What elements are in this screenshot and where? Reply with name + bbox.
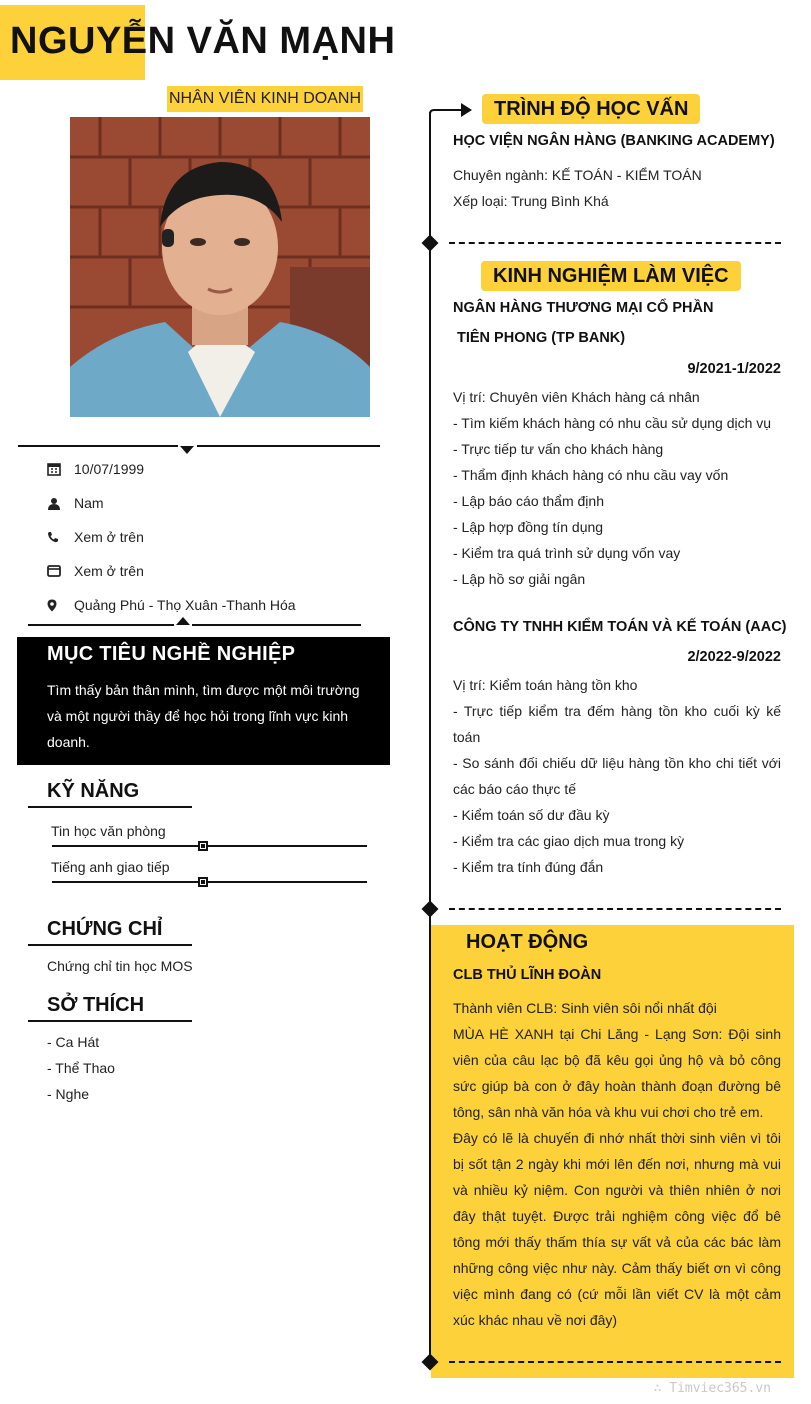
gender-value: Nam — [74, 495, 104, 511]
person-icon — [47, 497, 74, 510]
job-task: - Tìm kiếm khách hàng có nhu cầu sử dụng dịch vụ — [453, 415, 772, 431]
job-position: Vị trí: Chuyên viên Khách hàng cá nhân — [453, 389, 700, 405]
triangle-up-icon — [176, 617, 190, 625]
activity-description: MÙA HÈ XANH tại Chi Lăng - Lạng Sơn: Đội sinh viên của câu lạc bộ đã kêu gọi ủng hộ và bỏ công sức giúp bà con ở đây hoàn thành đoạn đường bê tông, sân nhà văn hóa và khu vui chơi cho trẻ em. — [453, 1026, 781, 1120]
skills-underline — [28, 806, 192, 808]
objective-text: Tìm thấy bản thân mình, tìm được một môi trường và một người thầy để học hỏi trong lĩnh vực kinh doanh. — [47, 682, 360, 750]
skill-level-indicator — [198, 841, 208, 851]
profile-photo — [70, 117, 370, 417]
activity-role: Thành viên CLB: Sinh viên sôi nổi nhất đội — [453, 1000, 717, 1016]
education-major: Chuyên ngành: KẾ TOÁN - KIỂM TOÁN — [453, 167, 702, 183]
experience-title: KINH NGHIỆM LÀM VIỆC — [481, 261, 741, 291]
job-task: - Kiểm tra quá trình sử dụng vốn vay — [453, 545, 681, 561]
divider — [197, 445, 380, 447]
skill-bar — [52, 845, 367, 847]
certificate-item: Chứng chỉ tin học MOS — [47, 958, 193, 974]
dashed-divider — [449, 1361, 781, 1363]
email-value: Xem ở trên — [74, 563, 144, 579]
job-task: - Trực tiếp tư vấn cho khách hàng — [453, 441, 664, 457]
job-task: - Kiểm tra các giao dịch mua trong kỳ — [453, 833, 685, 849]
dashed-divider — [449, 242, 781, 244]
job-task: - Lập hợp đồng tín dụng — [453, 519, 604, 535]
objective-title: MỤC TIÊU NGHỀ NGHIỆP — [47, 643, 296, 665]
divider — [18, 445, 178, 447]
activity-reflection: Đây có lẽ là chuyến đi nhớ nhất thời sinh viên vì tôi bị sốt tận 2 ngày khi mới lên đến nơi, nhưng mà vui và nhiều kỷ niệm. Con người và thiên nhiên ở nơi đây thật tuyệt. Được trải nghiệm công việc đổ bê tông mới thấy thấm thía sự vất vả của các bác làm những công việc như này. Cảm thấy biết ơn vì công việc mình đang có (cứ mỗi lần viết CV là một cảm xúc khác nhau về nơi đây) — [453, 1130, 781, 1328]
job-period: 9/2021-1/2022 — [687, 361, 781, 377]
education-rank: Xếp loại: Trung Bình Khá — [453, 193, 609, 209]
timeline-diamond-icon — [422, 901, 439, 918]
info-birthdate — [47, 458, 144, 480]
certificates-underline — [28, 944, 192, 946]
hobby-item: - Ca Hát — [47, 1034, 100, 1050]
education-school: HỌC VIỆN NGÂN HÀNG (BANKING ACADEMY) — [453, 133, 775, 149]
hobbies-underline — [28, 1020, 192, 1022]
hobby-item: - Nghe — [47, 1086, 90, 1102]
activities-title: HOẠT ĐỘNG — [466, 931, 589, 953]
career-objective-section — [17, 637, 390, 765]
job-period: 2/2022-9/2022 — [687, 649, 781, 665]
job-company: TIÊN PHONG (TP BANK) — [457, 330, 626, 346]
phone-icon — [47, 531, 74, 543]
job-task: - Kiểm toán số dư đầu kỳ — [453, 807, 610, 823]
skill-level-indicator — [198, 877, 208, 887]
skill-name: Tin học văn phòng — [51, 823, 166, 839]
job-company: CÔNG TY TNHH KIỂM TOÁN VÀ KẾ TOÁN (AAC) — [453, 619, 787, 635]
job-position: Vị trí: Kiểm toán hàng tồn kho — [453, 677, 638, 693]
job-task: - So sánh đối chiếu dữ liệu hàng tồn kho chi tiết với các báo cáo thực tế — [453, 755, 781, 797]
activity-org: CLB THỦ LĨNH ĐOÀN — [453, 967, 602, 983]
job-title: NHÂN VIÊN KINH DOANH — [167, 86, 363, 112]
skill-name: Tiếng anh giao tiếp — [51, 859, 170, 875]
candidate-name: NGUYỄN VĂN MẠNH — [10, 20, 396, 62]
info-gender — [47, 492, 104, 514]
hobbies-title: SỞ THÍCH — [47, 994, 145, 1016]
calendar-icon — [47, 462, 74, 476]
email-icon — [47, 565, 74, 577]
dashed-divider — [449, 908, 781, 910]
job-task: - Trực tiếp kiểm tra đếm hàng tồn kho cuối kỳ kế toán — [453, 703, 781, 745]
certificates-title: CHỨNG CHỈ — [47, 918, 163, 940]
skills-title: KỸ NĂNG — [47, 780, 140, 802]
info-address — [47, 594, 296, 616]
job-company: NGÂN HÀNG THƯƠNG MẠI CỔ PHẦN — [453, 300, 714, 316]
hobby-item: - Thể Thao — [47, 1060, 115, 1076]
info-phone — [47, 526, 144, 548]
info-email — [47, 560, 144, 582]
triangle-down-icon — [180, 446, 194, 454]
watermark: ∴ Timviec365.vn — [653, 1381, 771, 1396]
skill-bar — [52, 881, 367, 883]
divider — [192, 624, 361, 626]
job-task: - Lập báo cáo thẩm định — [453, 493, 604, 509]
arrow-right-icon — [429, 102, 474, 129]
phone-value: Xem ở trên — [74, 529, 144, 545]
address-value: Quảng Phú - Thọ Xuân -Thanh Hóa — [74, 597, 296, 613]
divider — [28, 624, 174, 626]
education-title: TRÌNH ĐỘ HỌC VẤN — [482, 94, 700, 124]
location-pin-icon — [47, 599, 74, 612]
job-task: - Kiểm tra tính đúng đắn — [453, 859, 604, 875]
timeline-diamond-icon — [422, 235, 439, 252]
job-task: - Thẩm định khách hàng có nhu cầu vay vốn — [453, 467, 729, 483]
job-task: - Lập hồ sơ giải ngân — [453, 571, 586, 587]
birthdate-value: 10/07/1999 — [74, 461, 145, 477]
timeline-line — [429, 112, 431, 1367]
